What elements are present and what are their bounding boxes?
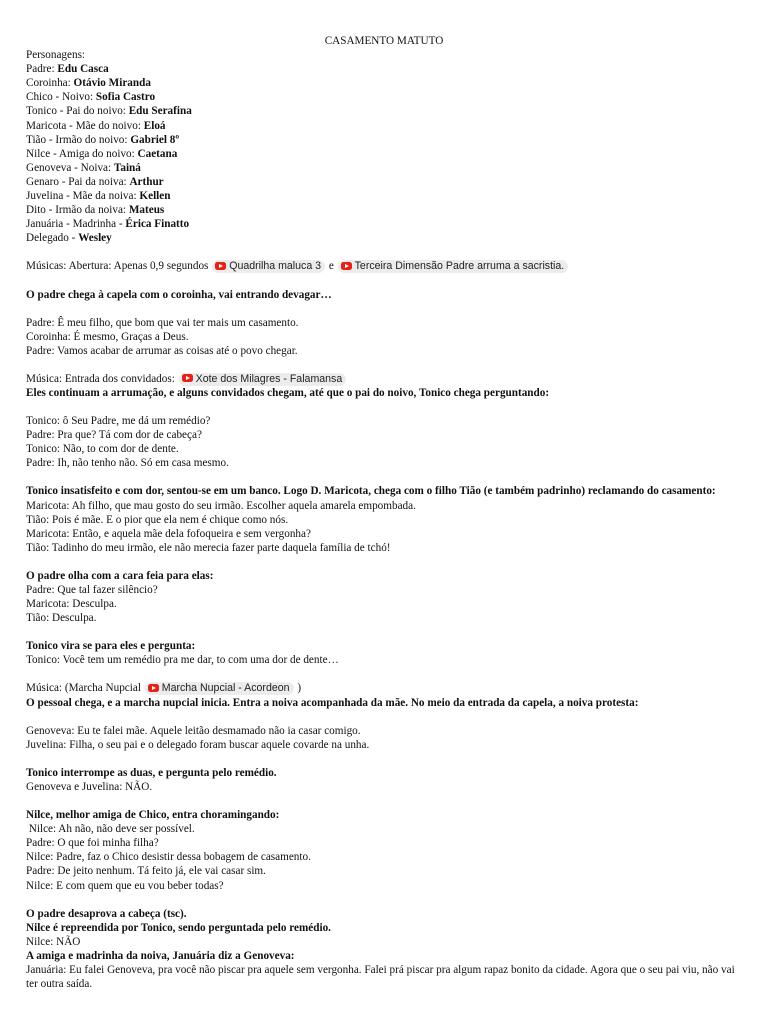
dialogue-line: Nilce: Padre, faz o Chico desistir dessa bobagem de casamento. [26, 851, 311, 864]
dialogue-block [26, 583, 742, 625]
youtube-link-label: Marcha Nupcial - Acordeon [161, 682, 290, 695]
document-title: CASAMENTO MATUTO [324, 35, 444, 47]
youtube-icon [341, 262, 352, 270]
cast-role: Padre: [26, 63, 58, 76]
cast-role: Genoveva - Noiva: [26, 161, 114, 174]
dialogue-line: Nilce: Ah não, não deve ser possível. [26, 823, 195, 836]
dialogue-block [26, 414, 742, 470]
stage-direction: Nilce é repreendida por Tonico, sendo perguntada pelo remédio. [26, 921, 331, 934]
music-nuptial-line [26, 681, 742, 695]
dialogue-line: Tião: Pois é mãe. E o pior que ela nem é chique como nós. [26, 513, 289, 526]
cast-role: Nilce - Amiga do noivo: [26, 147, 138, 160]
dialogue-line: Genoveva: Eu te falei mãe. Aquele leitão desmamado não ia casar comigo. [26, 724, 361, 737]
dialogue-block [26, 316, 742, 358]
dialogue-line: Tonico: Você tem um remédio pra me dar, to com uma dor de dente… [26, 654, 339, 667]
dialogue-line: Tonico: Não, to com dor de dente. [26, 443, 179, 456]
dialogue-block [26, 499, 742, 555]
cast-item [26, 161, 742, 175]
youtube-link-label: Xote dos Milagres - Falamansa [195, 372, 343, 385]
dialogue-line: Padre: De jeito nenhum. Tá feito já, ele vai casar sim. [26, 865, 266, 878]
stage-direction: O pessoal chega, e a marcha nupcial inicia. Entra a noiva acompanhada da mãe. No meio da entrada da capela, a noiva protesta: [26, 696, 639, 709]
cast-actor: Tainá [113, 161, 141, 174]
cast-role: Tonico - Pai do noivo: [26, 105, 129, 118]
dialogue-line: Maricota: Ah filho, que mau gosto do seu irmão. Escolher aquela amarela empombada. [26, 499, 416, 512]
dialogue-line: Padre: Ê meu filho, que bom que vai ter mais um casamento. [26, 316, 299, 329]
dialogue-block [26, 822, 742, 892]
cast-role: Coroinha: [26, 77, 74, 90]
stage-direction: Tonico vira se para eles e pergunta: [26, 640, 196, 653]
youtube-link-label: Terceira Dimensão Padre arruma a sacristia. [354, 260, 565, 273]
cast-item [26, 231, 742, 245]
stage-direction: Nilce, melhor amiga de Chico, entra choramingando: [26, 809, 280, 822]
dialogue-block [26, 724, 742, 752]
cast-item [26, 104, 742, 118]
cast-role: Delegado - [26, 232, 79, 245]
youtube-icon [215, 262, 226, 270]
cast-item [26, 203, 742, 217]
music-opening-prefix: Músicas: Abertura: Apenas 0,9 segundos [26, 260, 209, 273]
cast-actor: Wesley [78, 232, 112, 245]
dialogue-block [26, 780, 742, 794]
stage-direction: O padre olha com a cara feia para elas: [26, 569, 214, 582]
dialogue-line: Padre: Vamos acabar de arrumar as coisas até o povo chegar. [26, 344, 298, 357]
cast-role: Dito - Irmão da noiva: [26, 204, 129, 217]
dialogue-line: Tião: Desculpa. [26, 612, 97, 625]
cast-actor: Edu Serafina [128, 105, 192, 118]
music-nuptial-suffix: ) [297, 682, 302, 695]
cast-actor: Sofia Castro [95, 91, 156, 104]
cast-actor: Caetana [137, 147, 178, 160]
dialogue-line: Tonico: ô Seu Padre, me dá um remédio? [26, 415, 211, 428]
dialogue-line: Nilce: NÃO [26, 935, 81, 948]
stage-direction: A amiga e madrinha da noiva, Januária diz a Genoveva: [26, 949, 295, 962]
music-nuptial-prefix: Música: (Marcha Nupcial [26, 682, 141, 695]
cast-role: Juvelina - Mãe da noiva: [26, 190, 140, 203]
cast-item [26, 175, 742, 189]
dialogue-line: Juvelina: Filha, o seu pai e o delegado foram buscar aquele covarde na unha. [26, 738, 370, 751]
cast-item [26, 90, 742, 104]
dialogue-line: Padre: Ih, não tenho não. Só em casa mesmo. [26, 457, 229, 470]
cast-list [26, 62, 742, 245]
dialogue-line: Coroinha: É mesmo, Graças a Deus. [26, 330, 189, 343]
dialogue-line: Nilce: E com quem que eu vou beber todas? [26, 879, 224, 892]
music-connector: e [328, 260, 334, 273]
cast-actor: Edu Casca [57, 63, 109, 76]
music-opening-line [26, 259, 742, 273]
dialogue-line: Januária: Eu falei Genoveva, pra você não piscar pra aquele sem vergonha. Falei prá piscar pra algum rapaz bonito da cidade. Agora que o seu pai viu, não vai ter outra saída. [26, 963, 735, 991]
stage-direction: O padre chega à capela com o coroinha, vai entrando devagar… [26, 288, 332, 301]
cast-item [26, 147, 742, 161]
cast-item [26, 76, 742, 90]
dialogue-line: Genoveva e Juvelina: NÃO. [26, 780, 153, 793]
music-guests-line [26, 372, 742, 386]
youtube-link-terceira-dimensao[interactable] [338, 260, 569, 273]
stage-direction: O padre desaprova a cabeça (tsc). [26, 907, 187, 920]
youtube-icon [182, 374, 193, 382]
cast-item [26, 119, 742, 133]
youtube-link-xote[interactable] [179, 373, 347, 386]
dialogue-line: Maricota: Então, e aquela mãe dela fofoqueira e sem vergonha? [26, 527, 311, 540]
cast-actor: Érica Finatto [125, 218, 190, 231]
dialogue-line: Padre: Que tal fazer silêncio? [26, 584, 158, 596]
cast-role: Tião - Irmão do noivo: [26, 133, 131, 146]
dialogue-block [26, 653, 742, 667]
cast-role: Chico - Noivo: [26, 91, 96, 104]
cast-actor: Mateus [128, 204, 165, 217]
dialogue-line: Tião: Tadinho do meu irmão, ele não merecia fazer parte daquela família de tchó! [26, 541, 391, 554]
cast-actor: Arthur [129, 175, 164, 188]
cast-actor: Otávio Miranda [73, 77, 151, 90]
cast-heading: Personagens: [26, 49, 86, 62]
cast-item [26, 62, 742, 76]
youtube-link-label: Quadrilha maluca 3 [229, 260, 322, 273]
youtube-icon [148, 684, 159, 692]
cast-item [26, 217, 742, 231]
music-guests-prefix: Música: Entrada dos convidados: [26, 372, 175, 385]
cast-role: Januária - Madrinha - [26, 218, 126, 231]
cast-role: Genaro - Pai da noiva: [26, 175, 130, 188]
dialogue-line: Maricota: Desculpa. [26, 598, 117, 611]
youtube-link-quadrilha[interactable] [212, 260, 325, 273]
cast-role: Maricota - Mãe do noivo: [26, 119, 144, 132]
cast-item [26, 133, 742, 147]
dialogue-line: Padre: O que foi minha filha? [26, 837, 159, 850]
cast-actor: Gabriel 8º [130, 133, 180, 146]
cast-actor: Eloá [143, 119, 166, 132]
dialogue-line: Padre: Pra que? Tá com dor de cabeça? [26, 429, 202, 442]
youtube-link-marcha-nupcial[interactable] [145, 682, 294, 695]
cast-item [26, 189, 742, 203]
stage-direction: Tonico insatisfeito e com dor, sentou-se em um banco. Logo D. Maricota, chega com o filho Tião (e também padrinho) reclamando do casamento: [26, 485, 716, 498]
stage-direction: Tonico interrompe as duas, e pergunta pelo remédio. [26, 766, 277, 779]
stage-direction: Eles continuam a arrumação, e alguns convidados chegam, até que o pai do noivo, Tonico chega perguntando: [26, 386, 550, 399]
cast-actor: Kellen [139, 190, 171, 203]
